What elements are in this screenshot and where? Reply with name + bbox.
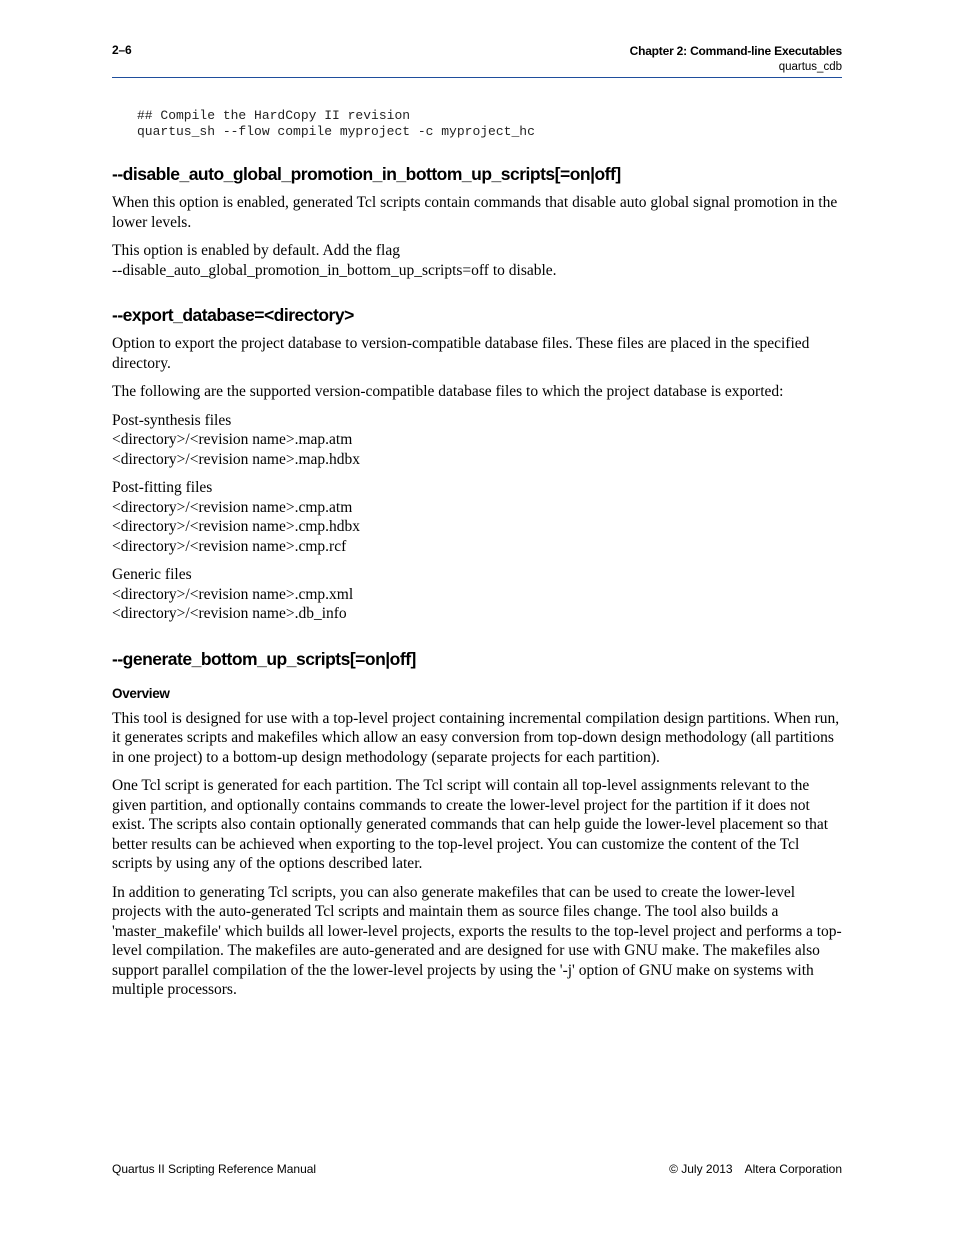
page-content: [112, 108, 842, 1000]
subheading-overview: Overview: [112, 685, 170, 701]
paragraph-line: This option is enabled by default. Add the flag: [112, 242, 400, 259]
heading-disable-auto-global: --disable_auto_global_promotion_in_bottom_up_scripts[=on|off]: [112, 164, 621, 184]
paragraph: One Tcl script is generated for each partition. The Tcl script will contain all top-level assignments relevant to the given partition, and optionally contains commands to create the lower-level project for the partition if it does not exist. The scripts also contain optionally generated commands that can help guide the lower-level placement so that better results can be achieved when exporting to the top-level project. You can customize the content of the Tcl scripts by using any of the options described later.: [112, 777, 829, 872]
code-block: [137, 108, 842, 140]
file-group: [112, 565, 842, 624]
file-group-title: Post-synthesis files: [112, 411, 232, 429]
heading-generate-bottom-up: --generate_bottom_up_scripts[=on|off]: [112, 648, 416, 669]
footer-right: [669, 1162, 842, 1176]
header-rule: [112, 77, 842, 78]
page-number: 2–6: [112, 43, 132, 57]
paragraph: When this option is enabled, generated Tcl scripts contain commands that disable auto global signal promotion in the lower levels.: [112, 194, 838, 231]
footer-manual-title: Quartus II Scripting Reference Manual: [112, 1162, 317, 1176]
file-path: <directory>/<revision name>.cmp.hdbx: [112, 518, 361, 535]
file-group: [112, 411, 842, 470]
code-line: ## Compile the HardCopy II revision: [137, 108, 411, 123]
file-path: <directory>/<revision name>.db_info: [112, 605, 347, 622]
file-group-title: Post-fitting files: [112, 479, 213, 496]
paragraph: This tool is designed for use with a top-level project containing incremental compilation design partitions. When run, it generates scripts and makefiles which allow an easy conversion from top-down design methodology (all partitions in one project) to a bottom-up design methodology (separate projects for each partition).: [112, 709, 840, 766]
code-line: quartus_sh --flow compile myproject -c myproject_hc: [137, 124, 535, 139]
file-path: <directory>/<revision name>.map.atm: [112, 431, 353, 448]
file-path: <directory>/<revision name>.cmp.xml: [112, 585, 354, 603]
file-group-title: Generic files: [112, 566, 192, 583]
footer-date: © July 2013: [669, 1162, 733, 1176]
paragraph: The following are the supported version-compatible database files to which the project database is exported:: [112, 383, 784, 400]
chapter-title: Chapter 2: Command-line Executables: [629, 44, 842, 58]
paragraph: Option to export the project database to version-compatible database files. These files are placed in the specified directory.: [112, 335, 810, 372]
running-header: [630, 43, 842, 75]
paragraph: [112, 241, 842, 280]
file-path: <directory>/<revision name>.map.hdbx: [112, 450, 361, 468]
heading-export-database: --export_database=<directory>: [112, 305, 354, 325]
file-path: <directory>/<revision name>.cmp.atm: [112, 498, 353, 516]
footer-company: Altera Corporation: [744, 1162, 842, 1176]
paragraph-line: --disable_auto_global_promotion_in_bottom_up_scripts=off to disable.: [112, 261, 557, 279]
file-path: <directory>/<revision name>.cmp.rcf: [112, 537, 347, 555]
file-group: [112, 478, 842, 556]
section-title: quartus_cdb: [778, 61, 842, 73]
paragraph: In addition to generating Tcl scripts, you can also generate makefiles that can be used to create the lower-level projects with the auto-generated Tcl scripts and maintain them as source files change. The tool also builds a 'master_makefile' which builds all lower-level projects, exports the results to the top-level project and performs a top-level compilation. The makefiles are auto-generated and are designed for use with GNU make. The makefiles also support parallel compilation of the the lower-level projects by using the '-j' option of GNU make on systems with multiple processors.: [112, 883, 842, 998]
